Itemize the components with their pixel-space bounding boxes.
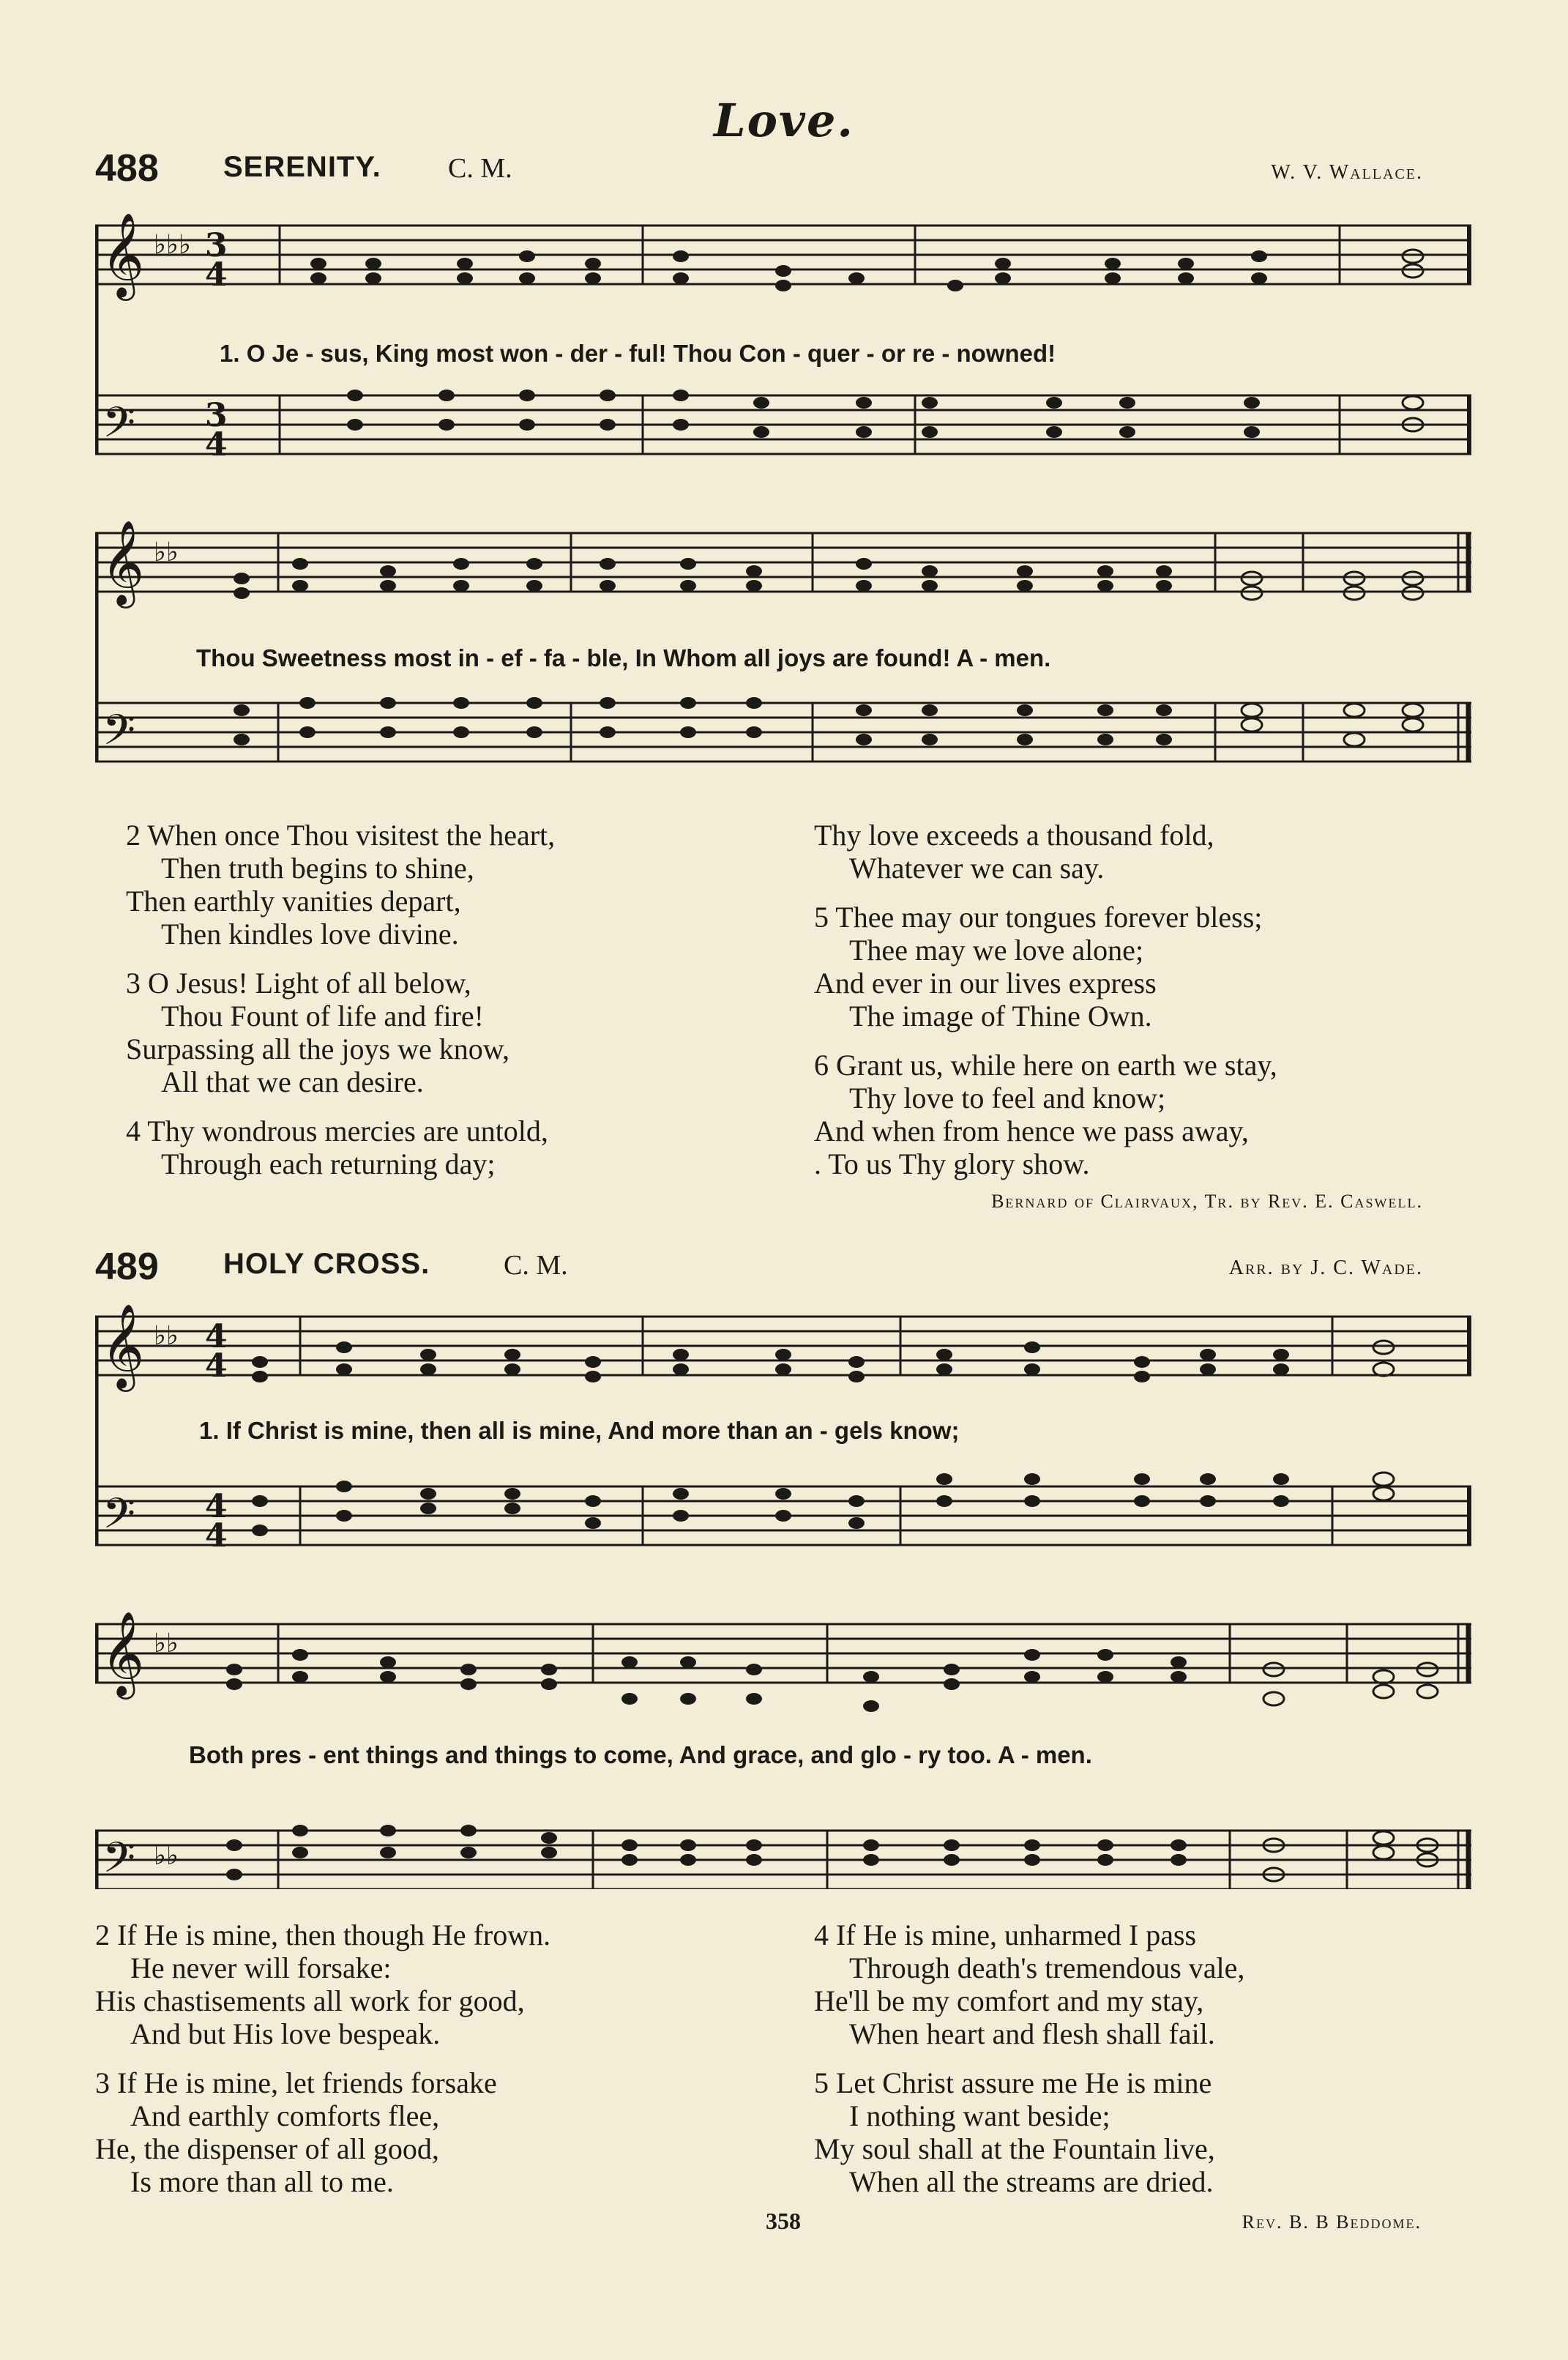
lyrics-line: 1. If Christ is mine, then all is mine, And more than an - gels know; — [199, 1417, 960, 1444]
verse-line: Is more than all to me. — [130, 2165, 394, 2198]
verse-line: His chastisements all work for good, — [95, 1984, 525, 2017]
hymn-number: 488 — [95, 147, 159, 190]
verse-line: The image of Thine Own. — [849, 1000, 1152, 1032]
verse-line: Then kindles love divine. — [161, 917, 459, 950]
verse — [814, 2066, 1473, 2198]
verse-line: And when from hence we pass away, — [814, 1114, 1249, 1147]
svg-text:4: 4 — [205, 1517, 228, 1555]
section-title: Love. — [713, 94, 854, 147]
svg-text:♭♭: ♭♭ — [154, 1321, 179, 1351]
verse-line: He'll be my comfort and my stay, — [814, 1984, 1204, 2017]
svg-text:𝄢: 𝄢 — [102, 705, 136, 765]
svg-text:𝄢: 𝄢 — [102, 398, 136, 458]
svg-text:4: 4 — [205, 1318, 228, 1355]
verses-left — [95, 1918, 791, 2214]
svg-text:𝄞: 𝄞 — [101, 212, 145, 297]
composer: W. V. Wallace. — [1271, 161, 1423, 184]
verse-line: And but His love bespeak. — [130, 2017, 441, 2050]
verse-line: 4 If He is mine, unharmed I pass — [814, 1918, 1197, 1951]
lyrics-line: Thou Sweetness most in - ef - fa - ble, In Whom all joys are found! A - men. — [196, 644, 1051, 671]
tune-name: SERENITY. — [223, 151, 381, 183]
svg-text:𝄞: 𝄞 — [101, 520, 145, 605]
verse-line: Thee may we love alone; — [849, 934, 1144, 967]
verse-line: 2 When once Thou visitest the heart, — [126, 819, 556, 852]
verse-line: 5 Let Christ assure me He is mine — [814, 2066, 1212, 2099]
verse-line: 2 If He is mine, then though He frown. — [95, 1918, 551, 1951]
svg-text:♭♭: ♭♭ — [154, 1841, 179, 1871]
verse-line: Thy love to feel and know; — [849, 1082, 1166, 1114]
verse-line: Whatever we can say. — [849, 852, 1105, 885]
svg-text:𝄞: 𝄞 — [101, 1303, 145, 1388]
verse — [126, 819, 785, 950]
author-credit: Rev. B. B Beddome. — [1242, 2211, 1422, 2233]
svg-text:3: 3 — [205, 227, 228, 264]
svg-text:4: 4 — [205, 1347, 228, 1385]
verse-line: Then truth begins to shine, — [161, 852, 474, 885]
verse-line: 3 If He is mine, let friends forsake — [95, 2066, 497, 2099]
verse-line: Then earthly vanities depart, — [126, 885, 461, 917]
author-credit: Bernard of Clairvaux, Tr. by Rev. E. Caswell. — [991, 1191, 1423, 1212]
svg-text:𝄢: 𝄢 — [102, 1833, 136, 1889]
svg-text:4: 4 — [205, 426, 228, 464]
lyrics-line: Both pres - ent things and things to come, And grace, and glo - ry too. A - men. — [189, 1741, 1092, 1768]
verse-line: 3 O Jesus! Light of all below, — [126, 967, 471, 1000]
composer: Arr. by J. C. Wade. — [1228, 1257, 1423, 1279]
verses-right — [814, 1918, 1473, 2214]
verse-line: All that we can desire. — [161, 1065, 424, 1098]
svg-text:4: 4 — [205, 256, 228, 294]
page-number: 358 — [766, 2208, 801, 2234]
verses-right — [814, 819, 1473, 1196]
verse-line: . To us Thy glory show. — [814, 1147, 1090, 1180]
verse-line: 4 Thy wondrous mercies are untold, — [126, 1114, 548, 1147]
verse-line: I nothing want beside; — [849, 2099, 1110, 2132]
svg-text:𝄞: 𝄞 — [101, 1611, 145, 1696]
verse-line: 5 Thee may our tongues forever bless; — [814, 901, 1263, 934]
verse — [126, 967, 785, 1098]
verse-line: And earthly comforts flee, — [130, 2099, 440, 2132]
verse — [814, 901, 1473, 1032]
verse-line: My soul shall at the Fountain live, — [814, 2132, 1215, 2165]
verse-line: Through each returning day; — [161, 1147, 496, 1180]
verse-line: And ever in our lives express — [814, 967, 1157, 1000]
svg-text:♭♭♭: ♭♭♭ — [154, 230, 191, 260]
verse-line: He, the dispenser of all good, — [95, 2132, 439, 2165]
verse-line: Surpassing all the joys we know, — [126, 1032, 510, 1065]
svg-text:♭♭: ♭♭ — [154, 1628, 179, 1659]
hymn-number: 489 — [95, 1246, 159, 1288]
verse — [126, 1114, 785, 1180]
verse — [814, 819, 1473, 885]
verse-line: 6 Grant us, while here on earth we stay, — [814, 1049, 1277, 1082]
tune-name: HOLY CROSS. — [223, 1248, 430, 1280]
meter: C. M. — [504, 1250, 568, 1281]
verse — [814, 1049, 1473, 1180]
lyrics-line: 1. O Je - sus, King most won - der - ful! Thou Con - quer - or re - nowned! — [220, 340, 1056, 367]
verse — [95, 1918, 791, 2050]
verses-left — [126, 819, 785, 1196]
verse-line: He never will forsake: — [130, 1951, 392, 1984]
verse-line: Through death's tremendous vale, — [849, 1951, 1245, 1984]
verse-line: When all the streams are dried. — [849, 2165, 1214, 2198]
svg-text:3: 3 — [205, 397, 228, 434]
svg-text:♭♭: ♭♭ — [154, 537, 179, 567]
verse — [95, 2066, 791, 2198]
verse-line: Thy love exceeds a thousand fold, — [814, 819, 1214, 852]
verse — [814, 1918, 1473, 2050]
meter: C. M. — [448, 153, 512, 184]
svg-text:𝄢: 𝄢 — [102, 1489, 136, 1549]
svg-text:4: 4 — [205, 1488, 228, 1525]
verse-line: When heart and flesh shall fail. — [849, 2017, 1215, 2050]
verse-line: Thou Fount of life and fire! — [161, 1000, 484, 1032]
